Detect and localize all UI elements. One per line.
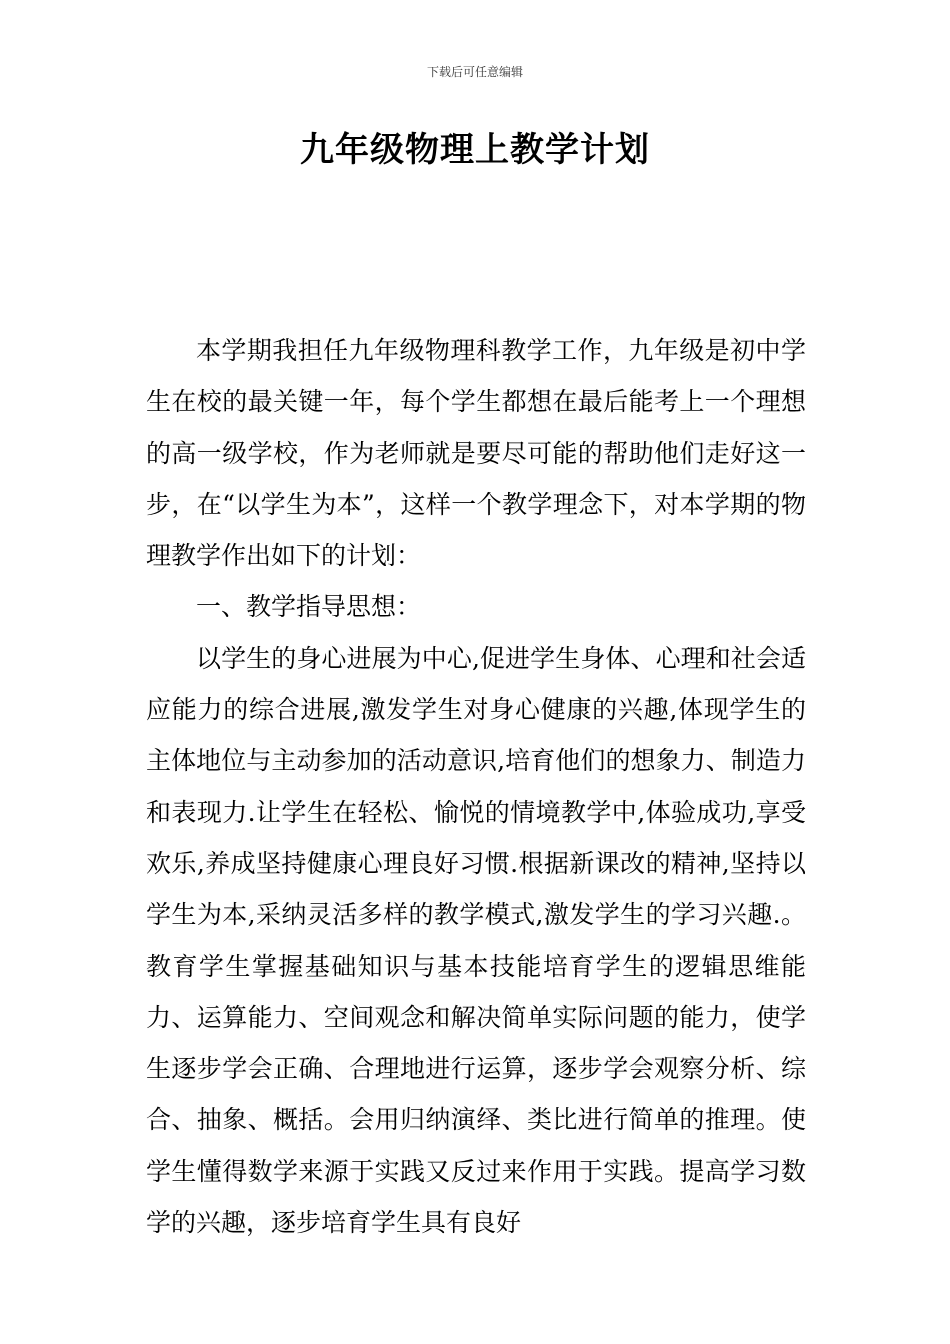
document-body [146, 325, 806, 1248]
paragraph-guiding-ideology: 以学生的身心进展为中心,促进学生身体、心理和社会适应能力的综合进展,激发学生对身心健康的兴趣,体现学生的主体地位与主动参加的活动意识,培育他们的想象力、制造力和表现力.让学生在轻松、愉悦的情境教学中,体验成功,享受欢乐,养成坚持健康心理良好习惯.根据新课改的精神,坚持以学生为本,采纳灵活多样的教学模式,激发学生的学习兴趣.。教育学生掌握基础知识与基本技能培育学生的逻辑思维能力、运算能力、空间观念和解决简单实际问题的能力，使学生逐步学会正确、合理地进行运算，逐步学会观察分析、综合、抽象、概括。会用归纳演绎、类比进行简单的推理。使学生懂得数学来源于实践又反过来作用于实践。提高学习数学的兴趣，逐步培育学生具有良好 [146, 643, 806, 1238]
document-title: 九年级物理上教学计划 [300, 130, 650, 170]
header-note: 下载后可任意编辑 [426, 65, 523, 79]
section-heading-guiding-ideology: 一、教学指导思想： [196, 592, 422, 622]
paragraph-intro: 本学期我担任九年级物理科教学工作，九年级是初中学生在校的最关键一年，每个学生都想在最后能考上一个理想的高一级学校，作为老师就是要尽可能的帮助他们走好这一步，在“以学生为本”，这样一个教学理念下，对本学期的物理教学作出如下的计划： [146, 336, 806, 571]
